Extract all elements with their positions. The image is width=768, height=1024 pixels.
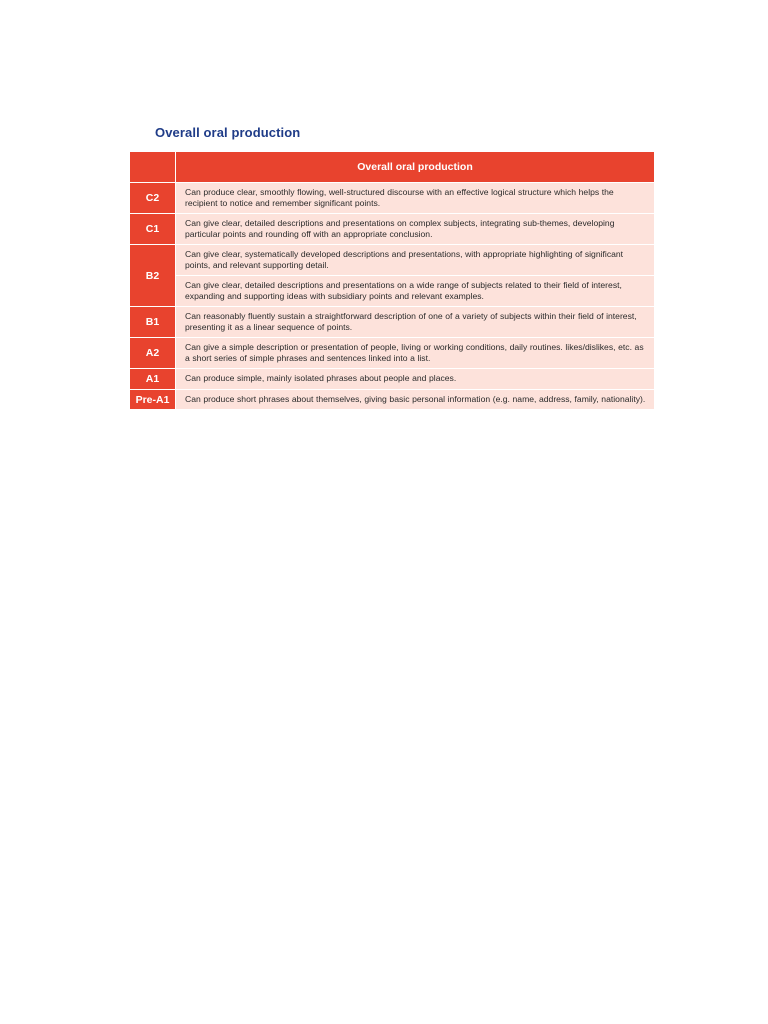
descriptor-cell: Can give a simple description or presentation of people, living or working conditions, daily routines. likes/dislikes, etc. as a short series of simple phrases and sentences linked into a list. xyxy=(176,337,654,368)
level-cell: C1 xyxy=(130,213,176,244)
table-header: Overall oral production xyxy=(176,152,654,182)
level-cell: A1 xyxy=(130,368,176,389)
table-row xyxy=(130,337,654,368)
table-row xyxy=(130,244,654,275)
table-row xyxy=(130,389,654,409)
level-cell: Pre-A1 xyxy=(130,389,176,409)
level-cell: B1 xyxy=(130,306,176,337)
table-corner-cell xyxy=(130,152,176,182)
table-row xyxy=(130,306,654,337)
table-header-row xyxy=(130,152,654,182)
table-row xyxy=(130,368,654,389)
table-row xyxy=(130,182,654,213)
section-title: Overall oral production xyxy=(155,125,301,140)
level-cell: B2 xyxy=(130,244,176,306)
descriptor-cell: Can produce short phrases about themselves, giving basic personal information (e.g. name, address, family, nationality). xyxy=(176,389,654,409)
level-cell: A2 xyxy=(130,337,176,368)
table-row xyxy=(130,213,654,244)
descriptor-cell: Can give clear, detailed descriptions and presentations on complex subjects, integrating sub-themes, developing particular points and rounding off with an appropriate conclusion. xyxy=(176,213,654,244)
descriptor-cell: Can reasonably fluently sustain a straightforward description of one of a variety of subjects within their field of interest, presenting it as a linear sequence of points. xyxy=(176,306,654,337)
descriptor-cell: Can give clear, systematically developed descriptions and presentations, with appropriate highlighting of significant points, and relevant supporting detail. xyxy=(176,244,654,275)
descriptor-cell: Can give clear, detailed descriptions and presentations on a wide range of subjects related to their field of interest, expanding and supporting ideas with subsidiary points and relevant examples. xyxy=(176,275,654,306)
descriptor-cell: Can produce simple, mainly isolated phrases about people and places. xyxy=(176,368,654,389)
descriptor-table-container xyxy=(130,152,654,409)
descriptor-table xyxy=(130,152,654,409)
descriptor-cell: Can produce clear, smoothly flowing, well-structured discourse with an effective logical structure which helps the recipient to notice and remember significant points. xyxy=(176,182,654,213)
table-row xyxy=(130,275,654,306)
level-cell: C2 xyxy=(130,182,176,213)
